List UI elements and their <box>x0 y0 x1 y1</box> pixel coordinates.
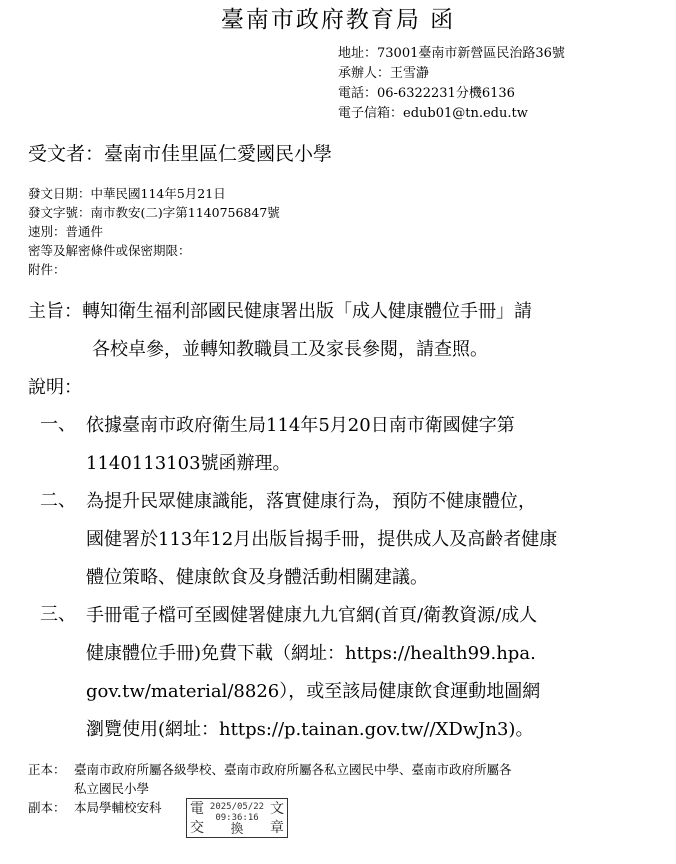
stamp-date: 2025/05/22 <box>209 801 265 812</box>
item-line: 手冊電子檔可至國健署健康九九官網(首頁/衛教資源/成人 <box>86 605 538 626</box>
subject-block <box>28 296 648 372</box>
original-recipients-line: 私立國民小學 <box>74 781 150 796</box>
document-title: 臺南市政府教育局 函 <box>220 7 456 33</box>
item-line: 瀏覽使用(網址：https://p.tainan.gov.tw//XDwJn3)。 <box>86 719 534 740</box>
explanation-item <box>40 600 650 752</box>
stamp-char: 換 <box>230 821 244 837</box>
recipient-line: 受文者：臺南市佳里區仁愛國民小學 <box>28 143 333 165</box>
speed-class: 速別：普通件 <box>28 224 104 239</box>
email-line: 電子信箱：edub01@tn.edu.tw <box>338 106 528 121</box>
stamp-char: 文 <box>270 800 284 817</box>
issue-date: 發文日期：中華民國114年5月21日 <box>28 186 226 201</box>
electronic-exchange-stamp <box>186 798 288 838</box>
phone-line: 電話：06-6322231分機6136 <box>338 86 515 101</box>
item-number: 一、 <box>40 414 76 435</box>
stamp-time: 09:36:16 <box>215 812 259 823</box>
item-line: 1140113103號函辦理。 <box>86 453 291 474</box>
address-line: 地址：73001臺南市新營區民治路36號 <box>338 46 565 61</box>
attachment-line: 附件： <box>28 262 66 277</box>
stamp-char: 電 <box>190 800 204 817</box>
stamp-char: 章 <box>270 819 284 836</box>
item-line: gov.tw/material/8826），或至該局健康飲食運動地圖網 <box>86 681 541 702</box>
explanation-heading: 說明： <box>28 377 82 398</box>
copy-recipient: 本局學輔校安科 <box>74 800 162 815</box>
explanation-item <box>40 410 650 486</box>
item-line: 依據臺南市政府衛生局114年5月20日南市衛國健字第 <box>86 415 515 436</box>
contact-block <box>338 44 565 124</box>
item-line: 國健署於113年12月出版旨揭手冊，提供成人及高齡者健康 <box>86 529 558 550</box>
item-line: 體位策略、健康飲食及身體活動相關建議。 <box>86 567 428 588</box>
original-recipients-line: 臺南市政府所屬各級學校、臺南市政府所屬各私立國民中學、臺南市政府所屬各 <box>74 762 512 777</box>
item-number: 三、 <box>40 604 76 625</box>
item-number: 二、 <box>40 490 76 511</box>
handler-line: 承辦人：王雪瀞 <box>338 66 430 81</box>
original-label: 正本： <box>28 762 66 777</box>
stamp-char: 交 <box>190 819 204 836</box>
subject-line-2: 各校卓參，並轉知教職員工及家長參閱，請查照。 <box>92 339 488 360</box>
explanation-item <box>40 486 650 600</box>
document-number: 發文字號：南市教安(二)字第1140756847號 <box>28 205 280 220</box>
item-line: 健康體位手冊)免費下載（網址：https://health99.hpa. <box>86 643 536 664</box>
subject-line-1: 主旨：轉知衛生福利部國民健康署出版「成人健康體位手冊」請 <box>28 301 532 322</box>
secrecy-level: 密等及解密條件或保密期限： <box>28 243 191 258</box>
explanation-list <box>40 410 650 752</box>
item-line: 為提升民眾健康識能，落實健康行為，預防不健康體位， <box>86 491 536 512</box>
meta-block <box>28 184 280 279</box>
copy-label: 副本： <box>28 800 66 815</box>
